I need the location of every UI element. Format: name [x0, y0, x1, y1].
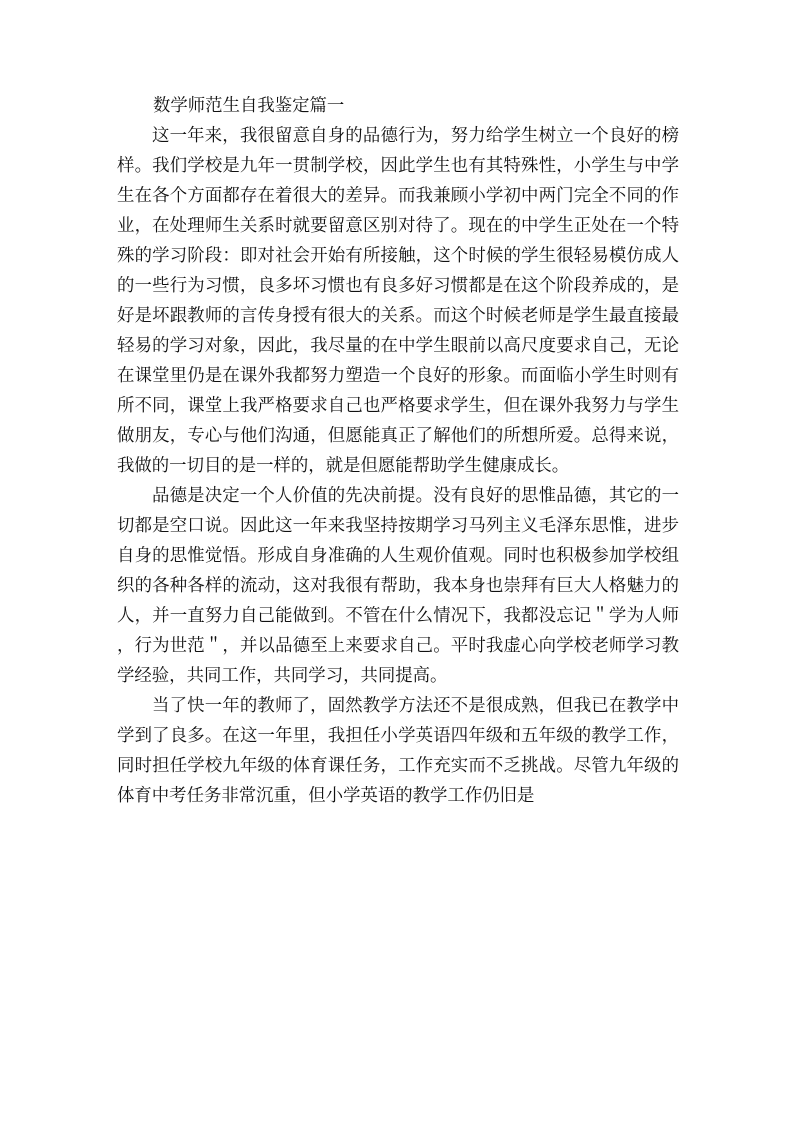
document-body	[117, 91, 679, 811]
document-title: 数学师范生自我鉴定篇一	[153, 96, 345, 116]
paragraph-2: 品德是决定一个人价值的先决前提。没有良好的思惟品德，其它的一切都是空口说。因此这一年来我坚持按期学习马列主义毛泽东思惟，进步自身的思惟觉悟。形成自身准确的人生观价值观。同时也积极参加学校组织的各种各样的流动，这对我很有帮助，我本身也崇拜有巨大人格魅力的人，并一直努力自己能做到。不管在什么情况下，我都没忘记＂学为人师，行为世范＂，并以品德至上来要求自己。平时我虚心向学校老师学习教学经验，共同工作，共同学习，共同提高。	[117, 486, 679, 686]
paragraph-1: 这一年来，我很留意自身的品德行为，努力给学生树立一个良好的榜样。我们学校是九年一贯制学校，因此学生也有其特殊性，小学生与中学生在各个方面都存在着很大的差异。而我兼顾小学初中两门完全不同的作业，在处理师生关系时就要留意区别对待了。现在的中学生正处在一个特殊的学习阶段：即对社会开始有所接触，这个时候的学生很轻易模仿成人的一些行为习惯，良多坏习惯也有良多好习惯都是在这个阶段养成的，是好是坏跟教师的言传身授有很大的关系。而这个时候老师是学生最直接最轻易的学习对象，因此，我尽量的在中学生眼前以高尺度要求自己，无论在课堂里仍是在课外我都努力塑造一个良好的形象。而面临小学生时则有所不同，课堂上我严格要求自己也严格要求学生，但在课外我努力与学生做朋友，专心与他们沟通，但愿能真正了解他们的所想所爱。总得来说，我做的一切目的是一样的，就是但愿能帮助学生健康成长。	[117, 126, 679, 476]
paragraph-3: 当了快一年的教师了，固然教学方法还不是很成熟，但我已在教学中学到了良多。在这一年里，我担任小学英语四年级和五年级的教学工作，同时担任学校九年级的体育课任务，工作充实而不乏挑战。尽管九年级的体育中考任务非常沉重，但小学英语的教学工作仍旧是	[117, 696, 679, 806]
